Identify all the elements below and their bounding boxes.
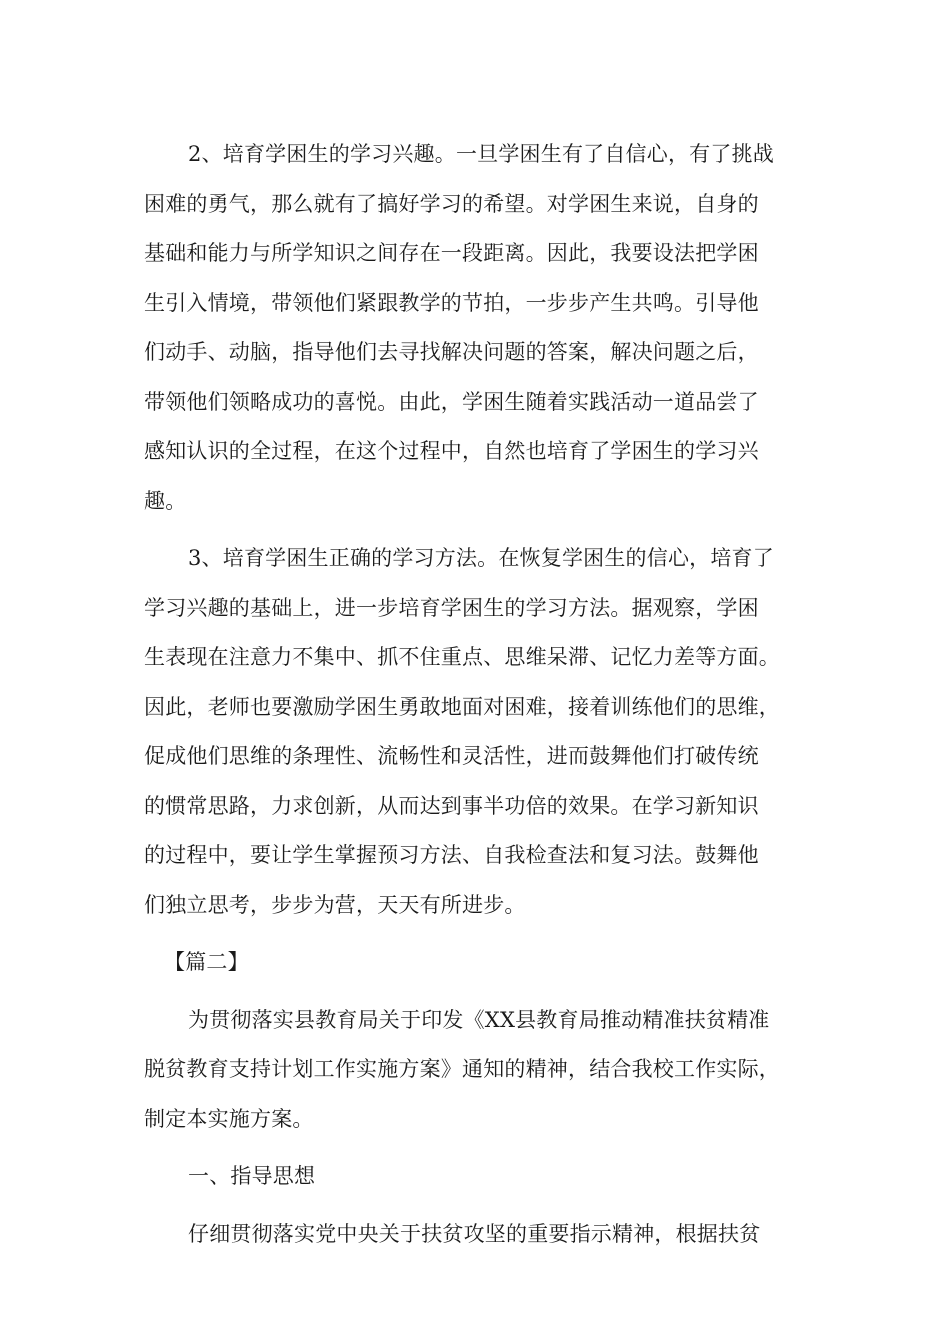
paragraph-line: 学习兴趣的基础上，进一步培育学困生的学习方法。据观察，学困 bbox=[144, 595, 759, 620]
paragraph-line: 感知认识的全过程，在这个过程中，自然也培育了学困生的学习兴 bbox=[144, 439, 759, 463]
paragraph-implementation-plan bbox=[144, 996, 816, 1145]
paragraph-line: 为贯彻落实县教育局关于印发《XX县教育局推动精准扶贫精准 bbox=[188, 1007, 770, 1032]
paragraph-line: 脱贫教育支持计划工作实施方案》通知的精神，结合我校工作实际， bbox=[144, 1057, 780, 1081]
paragraph-learning-method bbox=[144, 534, 816, 930]
paragraph-line: 的过程中，要让学生掌握预习方法、自我检查法和复习法。鼓舞他 bbox=[144, 843, 759, 867]
paragraph-line: 基础和能力与所学知识之间存在一段距离。因此，我要设法把学困 bbox=[144, 241, 759, 265]
paragraph-line: 的惯常思路，力求创新，从而达到事半功倍的效果。在学习新知识 bbox=[144, 793, 759, 818]
paragraph-line: 带领他们领略成功的喜悦。由此，学困生随着实践活动一道品尝了 bbox=[144, 389, 759, 414]
paragraph-line: 促成他们思维的条理性、流畅性和灵活性，进而鼓舞他们打破传统 bbox=[144, 744, 759, 768]
subheading-guiding-ideology: 一、指导思想 bbox=[188, 1164, 316, 1188]
paragraph-line: 趣。 bbox=[144, 488, 187, 513]
paragraph-line: 因此，老师也要激励学困生勇敢地面对困难，接着训练他们的思维， bbox=[144, 694, 780, 719]
paragraph-line: 2、培育学困生的学习兴趣。一旦学困生有了自信心，有了挑战 bbox=[188, 142, 774, 166]
paragraph-line: 制定本实施方案。 bbox=[144, 1106, 314, 1131]
paragraph-line: 困难的勇气，那么就有了搞好学习的希望。对学困生来说，自身的 bbox=[144, 191, 759, 216]
paragraph-line: 3、培育学困生正确的学习方法。在恢复学困生的信心，培育了 bbox=[188, 546, 774, 570]
paragraph-line: 们动手、动脑，指导他们去寻找解决问题的答案，解决问题之后， bbox=[144, 340, 759, 364]
paragraph-line: 生引入情境，带领他们紧跟教学的节拍，一步步产生共鸣。引导他 bbox=[144, 290, 759, 315]
paragraph-guiding-ideology bbox=[144, 1210, 816, 1260]
paragraph-learning-interest bbox=[144, 130, 816, 526]
paragraph-line: 仔细贯彻落实党中央关于扶贫攻坚的重要指示精神，根据扶贫 bbox=[188, 1221, 761, 1246]
paragraph-line: 们独立思考，步步为营，天天有所进步。 bbox=[144, 892, 526, 917]
section-heading: 【篇二】 bbox=[164, 950, 249, 974]
document-body bbox=[144, 130, 816, 1259]
paragraph-line: 生表现在注意力不集中、抓不住重点、思维呆滞、记忆力差等方面。 bbox=[144, 645, 780, 669]
